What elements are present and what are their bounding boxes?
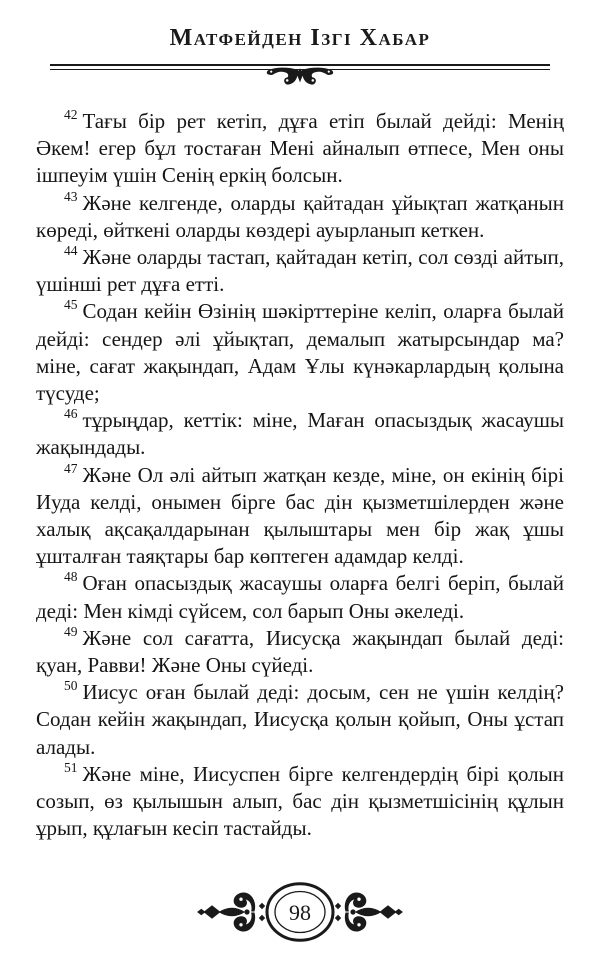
- verse-number: 48: [64, 569, 78, 585]
- verse-number: 47: [64, 460, 78, 476]
- verse-text: Оған опасыздық жасаушы оларға белгі беріп, былай деді: Мен кімді сүйсем, сол барып Оны әкеледі.: [36, 571, 564, 623]
- verse-text: Және келгенде, оларды қайтадан ұйықтап жатқанын көреді, өйткені оларды көздері ауырланып кеткен.: [36, 190, 564, 242]
- verse-paragraph: [36, 298, 564, 407]
- page-title: Матфейден Ізгі Хабар: [169, 25, 431, 51]
- verse-text: Содан кейін Өзінің шәкірттеріне келіп, оларға былай дейді: сендер әлі ұйықтап, демалып жатырсындар ма? міне, сағат жақындап, Адам Ұлы күнәкарлардың қолына түсуде;: [36, 299, 564, 406]
- verse-paragraph: [36, 625, 564, 679]
- verse-paragraph: [36, 407, 564, 461]
- verse-text: Және Ол әлі айтып жатқан кезде, міне, он екінің бірі Иуда келді, онымен бірге бас дін қызметшілерден және халық ақсақалдарынан қылыштары мен бір жақ ұшы ұшталған таяқтары бар көптеген адамдар келді.: [36, 462, 564, 569]
- page-number: 98: [289, 900, 311, 925]
- verse-number: 45: [64, 297, 78, 313]
- verse-text: Және оларды тастап, қайтадан кетіп, сол сөзді айтып, үшінші рет дұға етті.: [36, 245, 564, 297]
- page-number-cartouche: [197, 882, 403, 942]
- header-rule: [50, 64, 550, 70]
- verse-text: Және сол сағатта, Иисусқа жақындап былай деді: қуан, Равви! Және Оны сүйеді.: [36, 625, 564, 678]
- verse-paragraph: [36, 244, 564, 298]
- verse-paragraph: [36, 462, 564, 571]
- verse-number: 50: [64, 678, 78, 694]
- page-footer: [0, 882, 600, 942]
- verse-paragraph: [36, 761, 564, 843]
- verse-text: Және міне, Иисуспен бірге келгендердің бірі қолын созып, өз қылышын алып, бас дін қызметшісінің құлын ұрып, құлағын кесіп тастайды.: [36, 761, 564, 841]
- verse-paragraph: [36, 108, 564, 190]
- verse-paragraph: [36, 570, 564, 624]
- verse-number: 46: [64, 406, 78, 422]
- scroll-fleuron-icon: [262, 66, 338, 88]
- verse-paragraph: [36, 679, 564, 761]
- verse-text: тұрыңдар, кеттік: міне, Маған опасыздық жасаушы жақындады.: [36, 408, 564, 460]
- verse-number: 51: [64, 759, 78, 775]
- verse-number: 43: [64, 188, 78, 204]
- verse-text-block: [0, 108, 600, 842]
- verse-text: Иисус оған былай деді: досым, сен не үшін келдің? Содан кейін жақындап, Иисусқа қолын қойып, Оны ұстап алады.: [36, 680, 564, 759]
- verse-text: Тағы бір рет кетіп, дұға етіп былай дейді: Менің Әкем! егер бұл тостаған Мені айналып өтпесе, Мен оны ішпеуім үшін Сенің еркің болсын.: [36, 109, 564, 188]
- verse-number: 49: [64, 623, 78, 639]
- verse-number: 44: [64, 243, 78, 259]
- verse-number: 42: [64, 107, 78, 122]
- verse-paragraph: [36, 190, 564, 244]
